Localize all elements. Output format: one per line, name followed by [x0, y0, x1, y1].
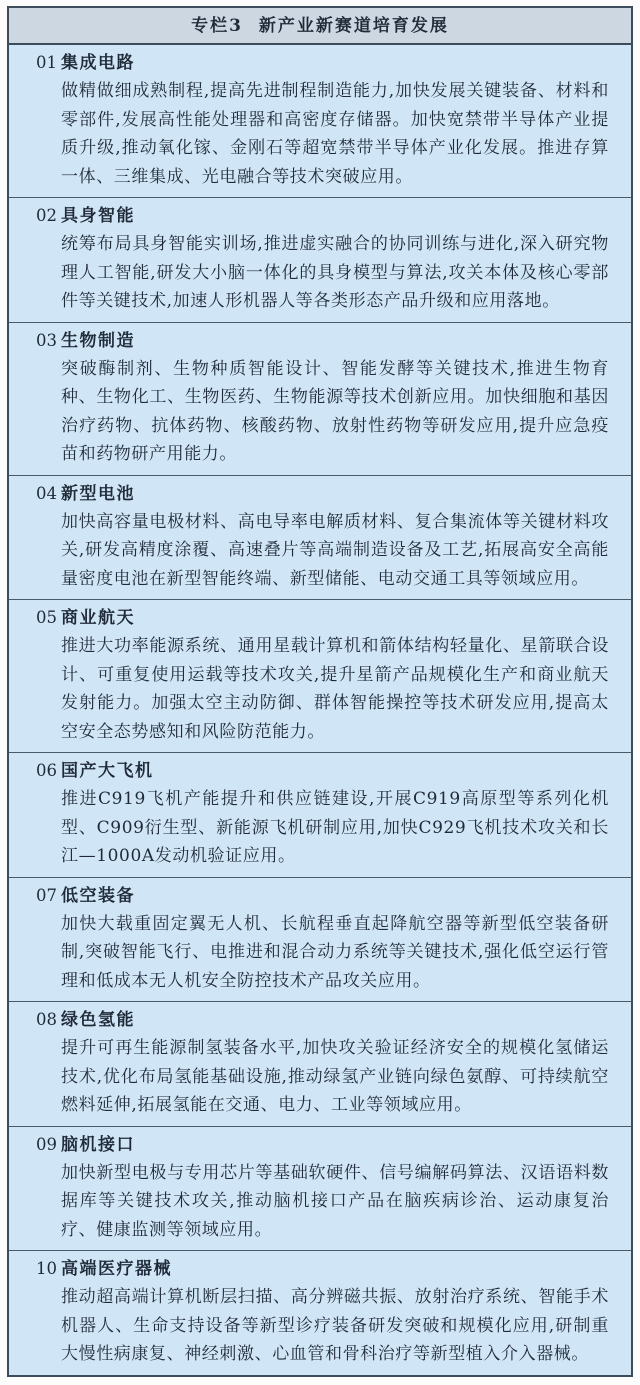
- section-row: [9, 1127, 631, 1252]
- section-number: 09: [36, 1134, 57, 1154]
- section-heading: 低空装备: [61, 885, 135, 906]
- section-body: 推进C919飞机产能提升和供应链建设,开展C919高原型等系列化机型、C909衍生型、新能源飞机研制应用,加快C929飞机技术攻关和长江—1000A发动机验证应用。: [61, 789, 609, 866]
- section-body: 做精做细成熟制程,提高先进制程制造能力,加快发展关键装备、材料和零部件,发展高性能处理器和高密度存储器。加快宽禁带半导体产业提质升级,推动氧化镓、金刚石等超宽禁带半导体产业化发展。推进存算一体、三维集成、光电融合等技术突破应用。: [61, 81, 609, 187]
- section-heading: 脑机接口: [61, 1134, 135, 1155]
- section-content: [61, 202, 631, 316]
- section-row: [9, 753, 631, 878]
- section-body: 提升可再生能源制氢装备水平,加快攻关验证经济安全的规模化氢储运技术,优化布局氢能基础设施,推动绿氢产业链向绿色氨醇、可持续航空燃料延伸,拓展氢能在交通、电力、工业等领域应用。: [61, 1038, 609, 1115]
- section-row: [9, 323, 631, 476]
- section-content: [61, 604, 631, 746]
- section-body: 加快高容量电极材料、高电导率电解质材料、复合集流体等关键材料攻关,研发高精度涂覆、高速叠片等高端制造设备及工艺,拓展高安全高能量密度电池在新型智能终端、新型储能、电动交通工具等领域应用。: [61, 511, 609, 589]
- section-body: 加快新型电极与专用芯片等基础软硬件、信号编解码算法、汉语语料数据库等关键技术攻关,推动脑机接口产品在脑疾病诊治、运动康复治疗、健康监测等领域应用。: [61, 1162, 609, 1240]
- section-body: 突破酶制剂、生物种质智能设计、智能发酵等关键技术,推进生物育种、生物化工、生物医药、生物能源等技术创新应用。加快细胞和基因治疗药物、抗体药物、核酸药物、放射性药物等研发应用,提升应急疫苗和药物研产用能力。: [61, 358, 609, 464]
- section-row: [9, 1251, 631, 1375]
- panel-title-text: 新产业新赛道培育发展: [258, 16, 449, 36]
- section-number: 08: [36, 1010, 57, 1029]
- section-heading: 具身智能: [61, 206, 135, 226]
- section-heading: 集成电路: [61, 53, 135, 73]
- section-heading: 新型电池: [61, 483, 135, 504]
- section-content: [61, 480, 631, 594]
- section-number: 06: [36, 761, 57, 780]
- section-heading: 绿色氢能: [61, 1010, 135, 1030]
- section-row: [9, 1002, 631, 1127]
- section-body: 加快大载重固定翼无人机、长航程垂直起降航空器等新型低空装备研制,突破智能飞行、电推进和混合动力系统等关键技术,强化低空运行管理和低成本无人机安全防控技术产品攻关应用。: [61, 913, 609, 991]
- section-heading: 高端医疗器械: [61, 1259, 172, 1279]
- section-body: 推动超高端计算机断层扫描、高分辨磁共振、放射治疗系统、智能手术机器人、生命支持设备等新型诊疗装备研发突破和规模化应用,研制重大慢性病康复、神经刺激、心血管和骨科治疗等新型植入介入器械。: [61, 1287, 609, 1364]
- section-number: 01: [36, 53, 57, 72]
- section-content: [61, 757, 631, 871]
- section-content: [61, 1006, 631, 1120]
- section-number: 04: [36, 483, 57, 503]
- section-number: 02: [36, 206, 57, 225]
- section-heading: 生物制造: [61, 330, 135, 351]
- section-row: [9, 45, 631, 198]
- panel-title-label: 专栏3: [191, 16, 243, 36]
- section-heading: 国产大飞机: [61, 761, 154, 781]
- section-content: [61, 327, 631, 469]
- panel-title: [9, 8, 631, 45]
- section-number: 03: [36, 330, 57, 350]
- section-number: 07: [36, 885, 57, 905]
- section-content: [61, 1131, 631, 1245]
- section-row: [9, 198, 631, 323]
- section-row: [9, 476, 631, 601]
- section-row: [9, 878, 631, 1003]
- section-content: [61, 882, 631, 996]
- special-column-panel: [7, 6, 633, 1377]
- section-body: 统筹布局具身智能实训场,推进虚实融合的协同训练与进化,深入研究物理人工智能,研发大小脑一体化的具身模型与算法,攻关本体及核心零部件等关键技术,加速人形机器人等各类形态产品升级和应用落地。: [61, 234, 609, 311]
- section-number: 10: [36, 1259, 57, 1278]
- section-content: [61, 49, 631, 191]
- section-row: [9, 600, 631, 753]
- section-heading: 商业航天: [61, 608, 135, 628]
- section-content: [61, 1255, 631, 1369]
- section-body: 推进大功率能源系统、通用星载计算机和箭体结构轻量化、星箭联合设计、可重复使用运载等技术攻关,提升星箭产品规模化生产和商业航天发射能力。加强太空主动防御、群体智能操控等技术研发应用,提高太空安全态势感知和风险防范能力。: [61, 636, 609, 742]
- section-number: 05: [36, 608, 57, 627]
